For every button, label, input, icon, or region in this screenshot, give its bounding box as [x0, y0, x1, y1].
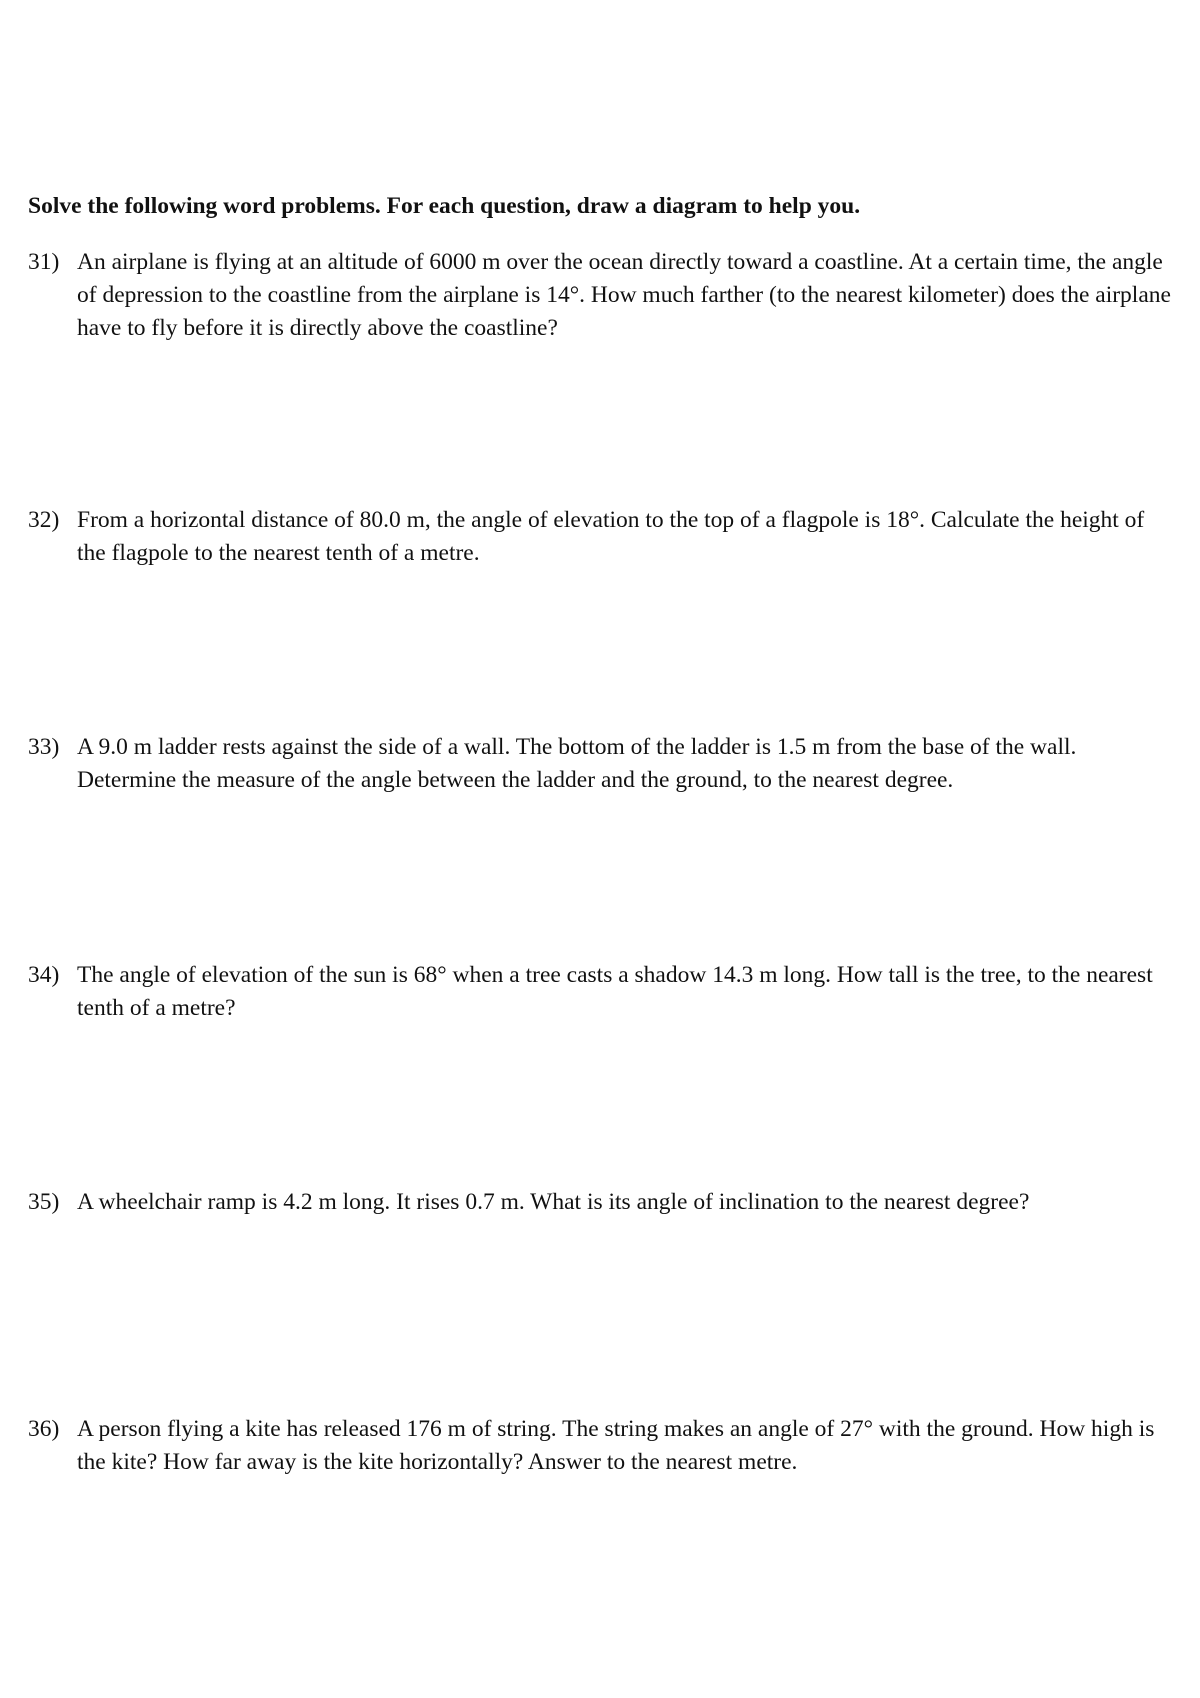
problem-number: 32) [28, 507, 60, 533]
problem-text: A person flying a kite has released 176 m of string. The string makes an angle of 27° with the ground. How high is the kite? How far away is the kite horizontally? Answer to the nearest metre. [77, 1416, 1155, 1475]
problem-31 [28, 246, 1178, 345]
problem-34 [28, 959, 1178, 1025]
problem-35 [28, 1186, 1178, 1219]
problem-33 [28, 731, 1178, 797]
problem-number: 33) [28, 734, 60, 760]
problem-number: 31) [28, 249, 60, 275]
instructions-heading: Solve the following word problems. For each question, draw a diagram to help you. [28, 193, 861, 219]
problem-text: The angle of elevation of the sun is 68° when a tree casts a shadow 14.3 m long. How tall is the tree, to the nearest tenth of a metre? [77, 962, 1153, 1021]
problem-text: From a horizontal distance of 80.0 m, the angle of elevation to the top of a flagpole is 18°. Calculate the height of the flagpole to the nearest tenth of a metre. [77, 507, 1145, 566]
problem-32 [28, 504, 1178, 570]
problem-text: A wheelchair ramp is 4.2 m long. It rises 0.7 m. What is its angle of inclination to the nearest degree? [77, 1189, 1030, 1215]
problem-number: 36) [28, 1416, 60, 1442]
problem-number: 35) [28, 1189, 60, 1215]
problem-36 [28, 1413, 1178, 1479]
problem-text: A 9.0 m ladder rests against the side of a wall. The bottom of the ladder is 1.5 m from the base of the wall. Determine the measure of the angle between the ladder and the ground, to the nearest degree. [77, 734, 1077, 793]
problem-number: 34) [28, 962, 60, 988]
problem-text: An airplane is flying at an altitude of 6000 m over the ocean directly toward a coastline. At a certain time, the angle of depression to the coastline from the airplane is 14°. How much farther (to the nearest kilometer) does the airplane have to fly before it is directly above the coastline? [77, 249, 1171, 341]
